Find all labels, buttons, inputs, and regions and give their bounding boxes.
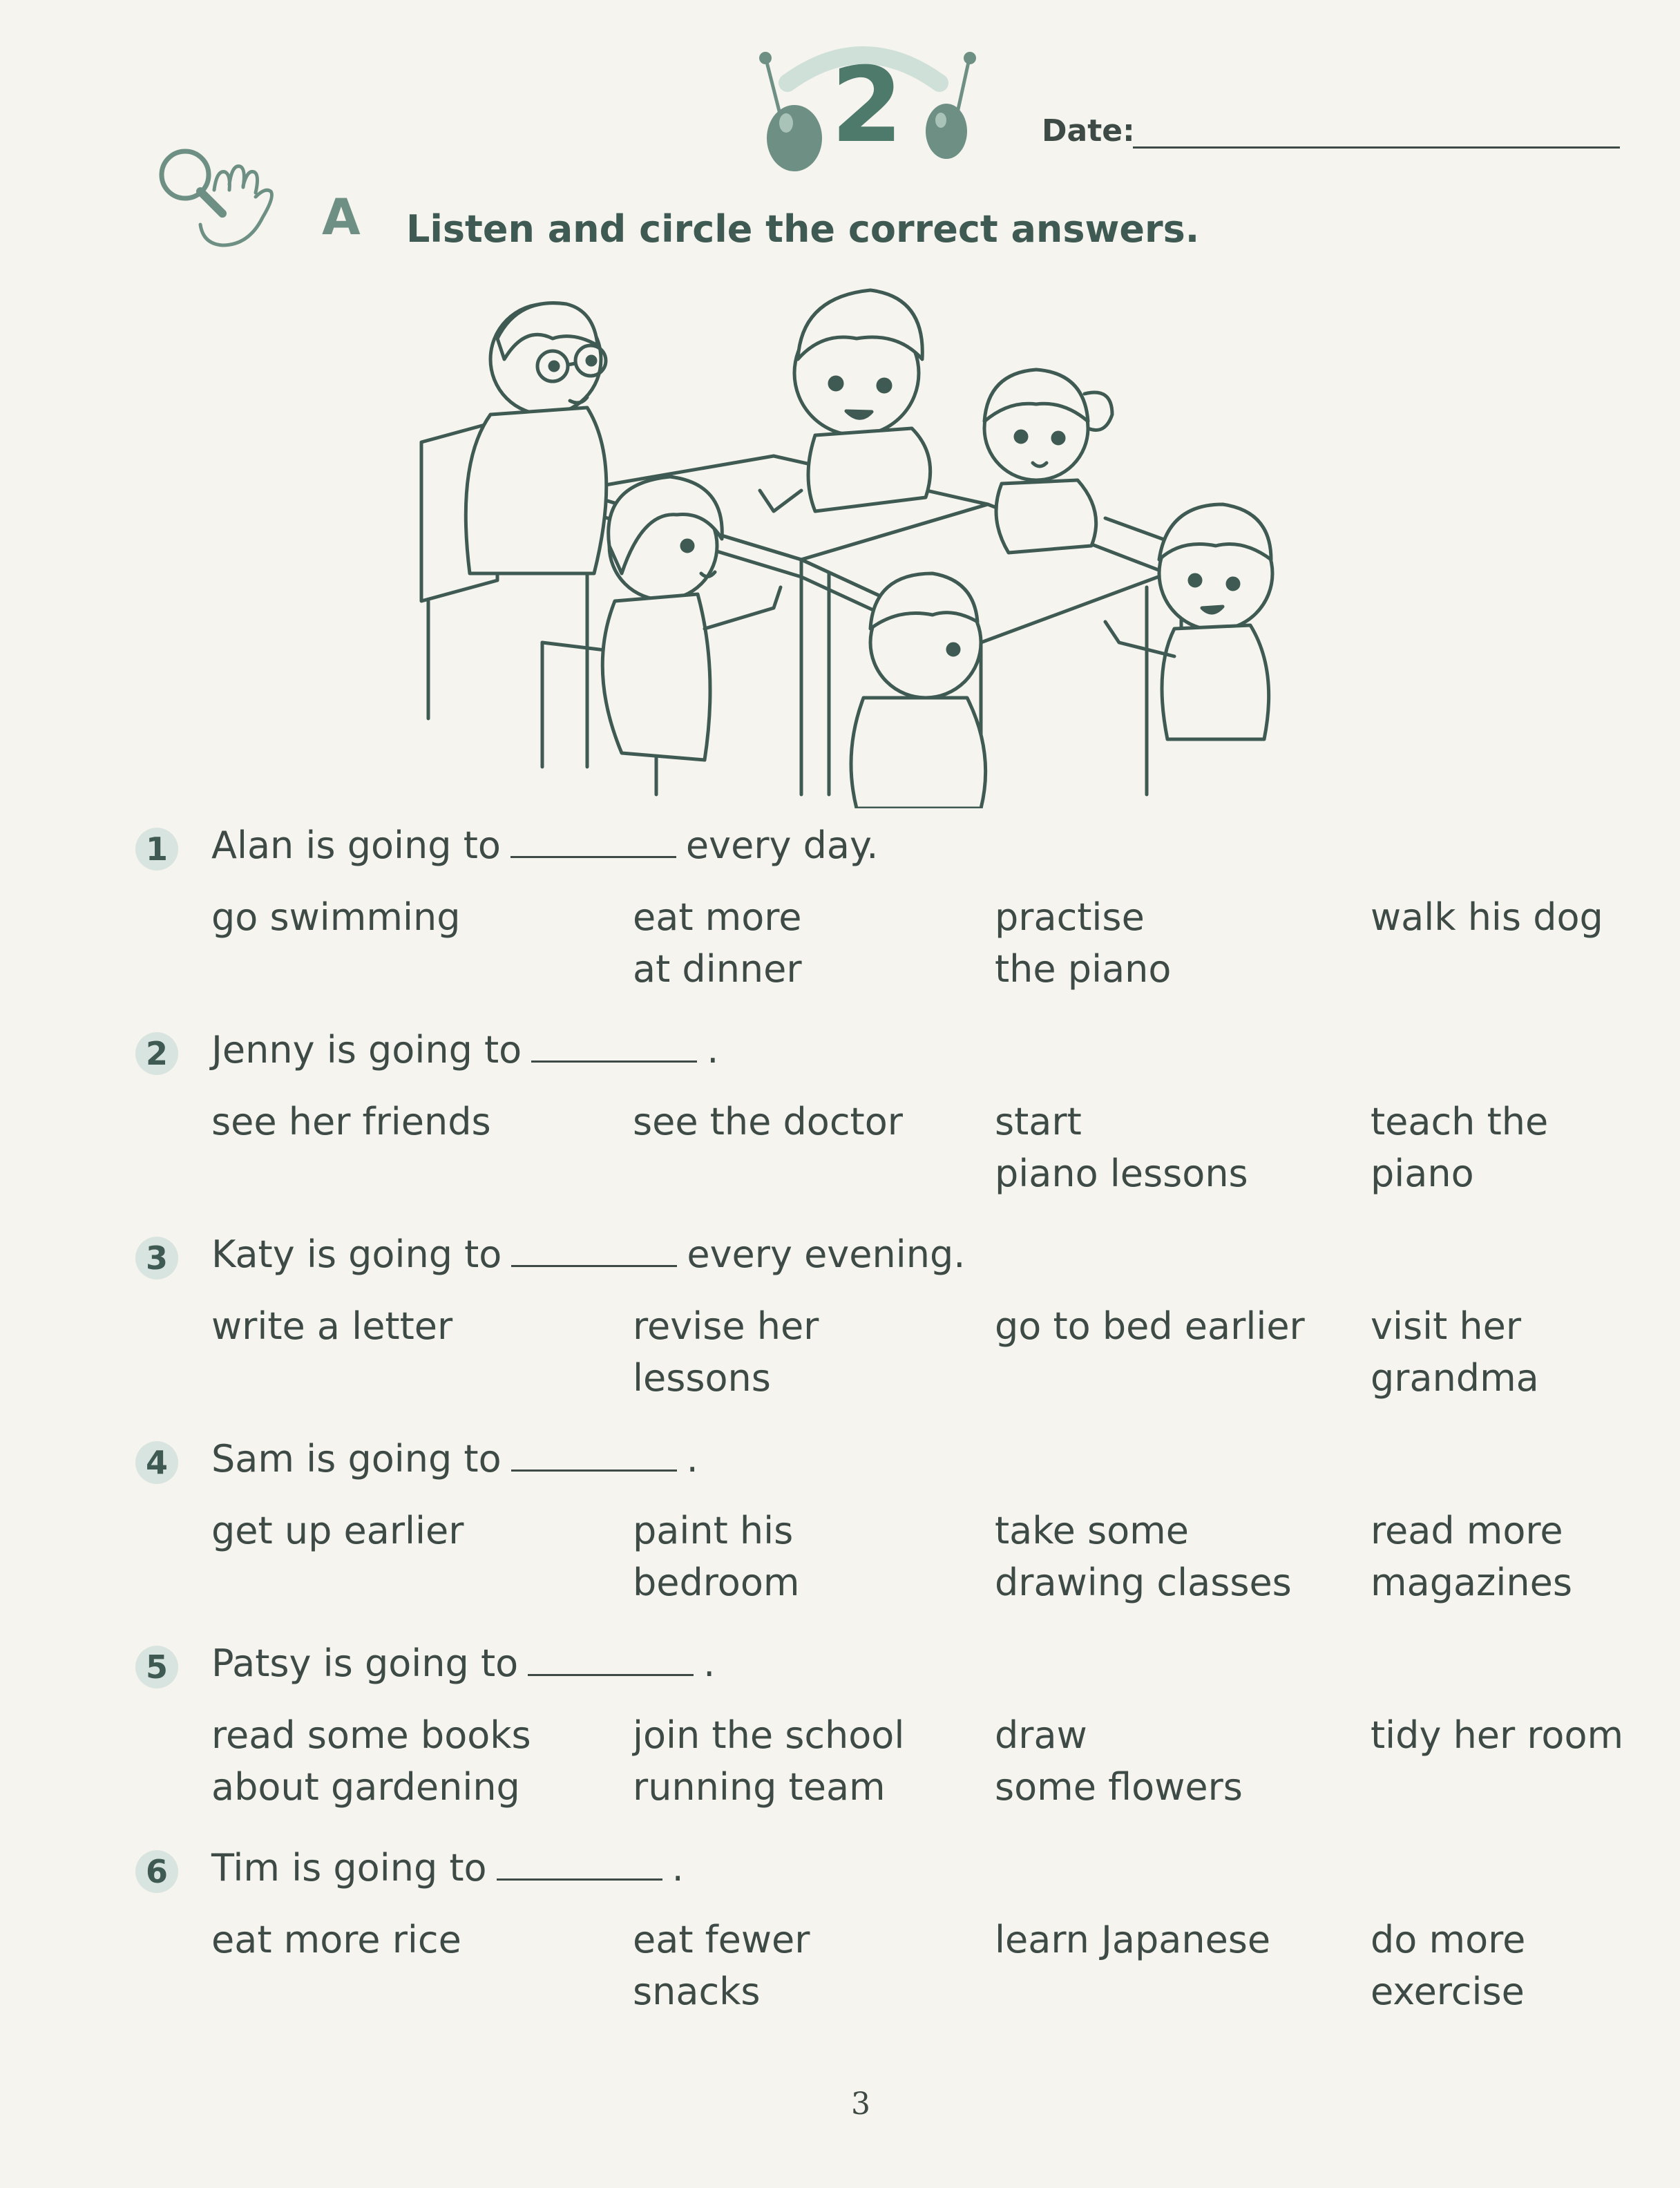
question-sentence (211, 1437, 698, 1482)
answer-option-line: teach the (1371, 1100, 1549, 1143)
answer-option-line: read more (1371, 1509, 1563, 1552)
section-letter: A (322, 188, 361, 246)
answer-option[interactable] (211, 1505, 598, 1557)
answer-option[interactable] (633, 1300, 1020, 1404)
answer-option[interactable] (1371, 891, 1680, 943)
answer-option[interactable] (995, 1300, 1382, 1352)
answer-option-line: bedroom (633, 1561, 800, 1604)
answer-option-line: take some (995, 1509, 1189, 1552)
answer-blank[interactable] (497, 1878, 662, 1881)
question-stem: Alan is going to (211, 824, 501, 867)
answer-option[interactable] (995, 1709, 1382, 1813)
classroom-illustration (414, 283, 1319, 808)
date-label: Date: (1042, 113, 1135, 149)
answer-option[interactable] (995, 1914, 1382, 1966)
answer-option[interactable] (995, 891, 1382, 995)
section-title: Listen and circle the correct answers. (406, 207, 1200, 251)
answer-option-line: go swimming (211, 895, 461, 939)
answer-option[interactable] (633, 1505, 1020, 1608)
answer-option-line: get up earlier (211, 1509, 464, 1552)
question-stem: Tim is going to (211, 1846, 487, 1890)
answer-option[interactable] (995, 1096, 1382, 1199)
answer-option[interactable] (211, 1096, 598, 1148)
answer-option-line: do more (1371, 1918, 1526, 1961)
answer-option-line: running team (633, 1765, 886, 1809)
question-ending: . (671, 1846, 684, 1890)
date-field-line[interactable] (1133, 146, 1620, 149)
answer-option[interactable] (633, 1709, 1020, 1813)
answer-option[interactable] (1371, 1914, 1680, 2017)
answer-option-line: exercise (1371, 1970, 1525, 2013)
page-number: 3 (851, 2086, 870, 2122)
question-sentence (211, 1642, 715, 1686)
answer-option-line: see the doctor (633, 1100, 903, 1143)
question-number: 4 (135, 1441, 178, 1484)
answer-option-line: walk his dog (1371, 895, 1603, 939)
question-number: 3 (135, 1237, 178, 1279)
answer-option-line: drawing classes (995, 1561, 1292, 1604)
answer-blank[interactable] (528, 1674, 694, 1676)
question-sentence (211, 824, 878, 868)
answer-option-line: see her friends (211, 1100, 491, 1143)
question-number: 2 (135, 1032, 178, 1075)
answer-option-line: practise (995, 895, 1145, 939)
answer-option-line: start (995, 1100, 1082, 1143)
answer-option-line: snacks (633, 1970, 761, 2013)
question-number: 1 (135, 828, 178, 871)
answer-option-line: eat more (633, 895, 802, 939)
answer-option-line: grandma (1371, 1356, 1539, 1400)
answer-blank[interactable] (511, 1265, 677, 1267)
answer-option-line: piano lessons (995, 1152, 1248, 1195)
answer-blank[interactable] (510, 856, 676, 858)
unit-number: 2 (830, 46, 904, 166)
magnifier-hand-icon (145, 142, 297, 266)
answer-option[interactable] (1371, 1300, 1680, 1404)
answer-option-line: go to bed earlier (995, 1304, 1305, 1348)
answer-option-line: at dinner (633, 947, 802, 991)
answer-option-line: lessons (633, 1356, 771, 1400)
answer-option-line: eat more rice (211, 1918, 461, 1961)
question-sentence (211, 1846, 684, 1891)
answer-blank[interactable] (531, 1060, 697, 1063)
answer-option[interactable] (211, 1709, 598, 1813)
answer-option[interactable] (995, 1505, 1382, 1608)
answer-option[interactable] (211, 1300, 598, 1352)
answer-option-line: magazines (1371, 1561, 1572, 1604)
answer-option[interactable] (211, 1914, 598, 1966)
answer-option[interactable] (633, 891, 1020, 995)
answer-option-line: visit her (1371, 1304, 1522, 1348)
question-number: 6 (135, 1850, 178, 1893)
answer-option-line: some flowers (995, 1765, 1243, 1809)
question-stem: Patsy is going to (211, 1642, 519, 1685)
answer-option-line: learn Japanese (995, 1918, 1271, 1961)
answer-option-line: draw (995, 1713, 1087, 1757)
answer-option[interactable] (1371, 1505, 1680, 1608)
answer-option-line: piano (1371, 1152, 1474, 1195)
question-stem: Katy is going to (211, 1233, 502, 1276)
question-ending: . (703, 1642, 716, 1685)
question-ending: . (707, 1028, 719, 1072)
question-ending: . (686, 1437, 698, 1481)
question-sentence (211, 1233, 965, 1277)
answer-option-line: the piano (995, 947, 1172, 991)
question-stem: Sam is going to (211, 1437, 502, 1481)
answer-option[interactable] (211, 891, 598, 943)
question-stem: Jenny is going to (211, 1028, 522, 1072)
answer-option-line: paint his (633, 1509, 794, 1552)
answer-option[interactable] (1371, 1096, 1680, 1199)
answer-option-line: eat fewer (633, 1918, 810, 1961)
answer-option-line: tidy her room (1371, 1713, 1624, 1757)
answer-option[interactable] (1371, 1709, 1680, 1761)
question-number: 5 (135, 1646, 178, 1688)
question-sentence (211, 1028, 718, 1073)
answer-blank[interactable] (511, 1469, 677, 1472)
answer-option-line: read some books (211, 1713, 531, 1757)
question-ending: every day. (685, 824, 879, 867)
answer-option-line: write a letter (211, 1304, 453, 1348)
question-ending: every evening. (687, 1233, 966, 1276)
answer-option-line: about gardening (211, 1765, 520, 1809)
answer-option-line: join the school (633, 1713, 905, 1757)
answer-option[interactable] (633, 1914, 1020, 2017)
answer-option-line: revise her (633, 1304, 819, 1348)
answer-option[interactable] (633, 1096, 1020, 1148)
